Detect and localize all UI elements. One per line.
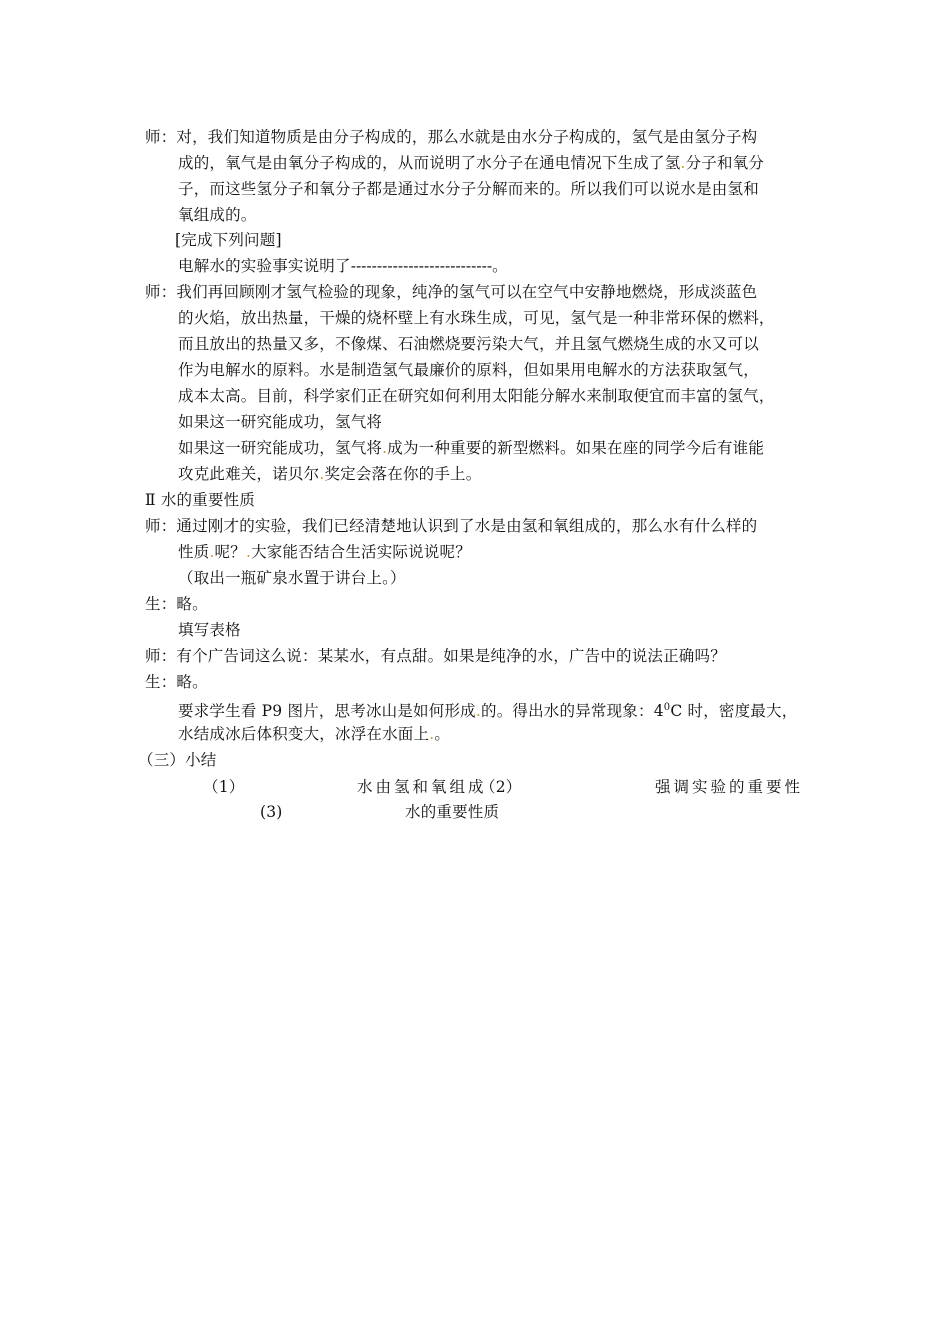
- para6-line1: 要求学生看 P9 图片，思考冰山是如何形成.的。得出水的异常现象：$4^0C$ 时，密度最大，: [178, 702, 798, 721]
- ink-mark: .: [475, 702, 481, 721]
- student-reply-2: 生：略。: [145, 673, 208, 691]
- para1-line4: 氧组成的。: [178, 206, 257, 224]
- para3-line2: 性质.呢？.大家能否结合生活实际说说呢？: [178, 543, 471, 561]
- para6-line2: 水结成冰后体积变大，冰浮在水面上.。: [178, 725, 451, 743]
- student-reply-1: 生：略。: [145, 595, 208, 613]
- summary-item1: 水由氢和氧组成: [357, 778, 487, 796]
- task-heading: [完成下列问题]: [175, 231, 282, 249]
- ink-mark: .: [382, 439, 388, 457]
- para3-line1: 师：通过刚才的实验，我们已经清楚地认识到了水是由氢和氧组成的，那么水有什么样的: [145, 517, 758, 535]
- para1-line3: 子，而这些氢分子和氧分子都是通过水分子分解而来的。所以我们可以说水是由氢和: [178, 180, 759, 198]
- para2-line5: 成本太高。目前，科学家们正在研究如何利用太阳能分解水来制取便宜而丰富的氢气，: [178, 387, 775, 405]
- summary-heading: （三）小结: [138, 751, 217, 769]
- para2-line6: 如果这一研究能成功，氢气将: [178, 413, 383, 431]
- summary-item1-num: （1）: [203, 778, 245, 796]
- para5-line1: 师：有个广告词这么说：某某水，有点甜。如果是纯净的水，广告中的说法正确吗？: [145, 647, 726, 665]
- task-question: 电解水的实验事实说明了---------------------------。: [178, 257, 508, 275]
- para2-line7: 如果这一研究能成功，氢气将.成为一种重要的新型燃料。如果在座的同学今后有谁能: [178, 439, 765, 457]
- para2-line8: 攻克此难关，诺贝尔.奖定会落在你的手上。: [178, 465, 482, 483]
- summary-item3-num: (3): [260, 803, 283, 821]
- fill-table: 填写表格: [178, 621, 241, 639]
- para2-line3: 而且放出的热量又多，不像煤、石油燃烧要污染大气，并且氢气燃烧生成的水又可以: [178, 335, 759, 353]
- para2-line4: 作为电解水的原料。水是制造氢气最廉价的原料，但如果用电解水的方法获取氢气，: [178, 361, 759, 379]
- section-heading: Ⅱ 水的重要性质: [145, 491, 256, 509]
- ink-mark: .: [429, 725, 435, 743]
- ink-mark: .: [319, 465, 325, 483]
- summary-item2: 强调实验的重要性: [655, 778, 804, 796]
- summary-item3: 水的重要性质: [405, 803, 500, 821]
- ink-mark: .: [209, 543, 215, 561]
- para1-line2: 成的，氧气是由氧分子构成的，从而说明了水分子在通电情况下生成了氢.分子和氧分: [178, 154, 765, 172]
- para2-line2: 的火焰，放出热量，干燥的烧杯壁上有水珠生成，可见，氢气是一种非常环保的燃料，: [178, 309, 775, 327]
- ink-mark: .: [680, 154, 686, 172]
- answer-blank: ---------------------------: [350, 257, 493, 275]
- para2-line1: 师：我们再回顾刚才氢气检验的现象，纯净的氢气可以在空气中安静地燃烧，形成淡蓝色: [145, 283, 758, 301]
- stage-direction: （取出一瓶矿泉水置于讲台上。）: [178, 569, 406, 587]
- para1-line1: 师：对，我们知道物质是由分子构成的，那么水就是由水分子构成的，氢气是由氢分子构: [145, 128, 758, 146]
- summary-item2-num: （2）: [480, 778, 522, 796]
- ink-mark: .: [245, 543, 252, 561]
